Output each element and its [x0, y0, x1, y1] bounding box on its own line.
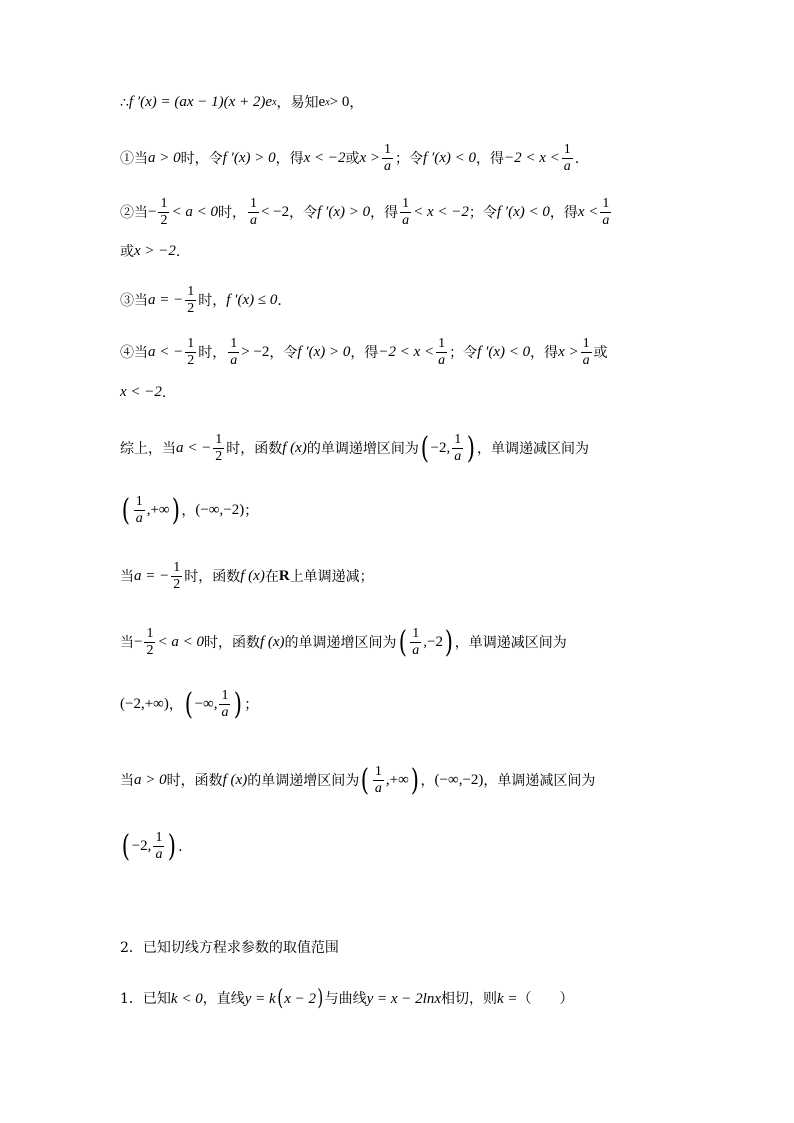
- real-numbers-symbol: R: [278, 568, 290, 584]
- math-expr: (−∞,−2): [434, 772, 484, 788]
- text: ，得: [549, 204, 578, 221]
- text: 时，: [198, 344, 227, 361]
- text: 时，: [198, 292, 227, 309]
- text: ，得: [476, 150, 504, 167]
- line-summary-4-cont: [120, 830, 183, 863]
- math-expr: < x < −2: [413, 204, 469, 220]
- denominator: a: [602, 213, 610, 228]
- text: ，令: [289, 204, 318, 221]
- left-paren: (: [276, 986, 283, 1011]
- line-case-2-cont: [120, 244, 180, 259]
- fraction: [373, 764, 384, 797]
- text: ，: [168, 696, 183, 713]
- text: ，单调递减区间为: [476, 440, 589, 457]
- text: ；: [244, 502, 259, 519]
- math-expr: a = −: [148, 292, 184, 308]
- line-case-1: [120, 142, 579, 175]
- fraction: [213, 432, 224, 465]
- text: ②当: [120, 204, 148, 221]
- text: 当: [120, 772, 134, 789]
- math-expr: (−∞,−2): [195, 502, 245, 518]
- text: 当: [120, 634, 134, 651]
- math-sup: x: [272, 96, 277, 108]
- numerator: 1: [160, 196, 168, 211]
- text: .: [175, 243, 181, 260]
- math-expr: x < −2: [303, 150, 346, 166]
- fraction: [185, 284, 196, 317]
- section-heading: [120, 941, 339, 955]
- line-summary-3: [120, 626, 567, 659]
- text: ，: [349, 94, 364, 111]
- text: 综上，当: [120, 440, 176, 457]
- numerator: 1: [146, 626, 154, 641]
- math-expr: x − 2: [284, 990, 317, 1007]
- right-paren: ): [467, 430, 476, 466]
- denominator: 2: [215, 449, 223, 464]
- math-expr: y = x − 2lnx: [366, 990, 441, 1007]
- denominator: 2: [187, 301, 195, 316]
- math-expr: −∞,: [194, 696, 218, 712]
- text: 1．已知: [120, 991, 171, 1007]
- line-case-4: [120, 336, 608, 369]
- right-paren: ): [317, 986, 324, 1011]
- math-expr: f (x): [222, 772, 248, 788]
- text: ，得: [350, 344, 379, 361]
- denominator: a: [221, 705, 229, 720]
- math-expr: x <: [577, 204, 599, 220]
- denominator: 2: [173, 577, 181, 592]
- right-paren: ): [171, 492, 180, 528]
- line-summary-2: [120, 560, 374, 593]
- fraction: [562, 142, 573, 175]
- numerator: 1: [582, 336, 590, 351]
- text: ；令: [395, 150, 424, 167]
- math-expr: < a < 0: [157, 634, 204, 650]
- fraction: [171, 560, 182, 593]
- denominator: a: [135, 511, 143, 526]
- fraction: [436, 336, 447, 369]
- math-expr: f ′(x) < 0: [423, 150, 476, 166]
- denominator: a: [438, 353, 446, 368]
- text: 相切，则: [441, 991, 497, 1007]
- numerator: 1: [563, 142, 571, 157]
- line-summary-4: [120, 764, 595, 797]
- text: 的单调递增区间为: [306, 440, 419, 457]
- denominator: a: [155, 847, 163, 862]
- math-expr: a < −: [176, 440, 212, 456]
- text: 时，函数: [166, 772, 223, 789]
- therefore-symbol: ∴: [120, 94, 129, 111]
- math-expr: f ′(x) ≤ 0: [226, 292, 278, 308]
- math-expr: k < 0: [170, 990, 203, 1007]
- right-paren: ): [234, 686, 243, 722]
- line-summary-3-cont: [120, 688, 258, 721]
- math-expr: f ′(x) = (ax − 1)(x + 2)e: [128, 94, 273, 110]
- text: 时，令: [180, 150, 223, 167]
- math-expr: f ′(x) > 0: [317, 204, 371, 220]
- line-derivative: [120, 95, 363, 110]
- fraction: [134, 494, 145, 527]
- text: ③当: [120, 292, 148, 309]
- math-expr: a > 0: [148, 150, 181, 166]
- numerator: 1: [249, 196, 257, 211]
- denominator: a: [249, 213, 257, 228]
- left-paren: (: [420, 430, 429, 466]
- numerator: 1: [155, 830, 163, 845]
- numerator: 1: [215, 432, 223, 447]
- denominator: a: [374, 781, 382, 796]
- line-summary-1-cont: [120, 494, 258, 527]
- fraction: [228, 336, 239, 369]
- text: ，得: [370, 204, 399, 221]
- text: ，: [420, 772, 435, 789]
- fraction: [382, 142, 393, 175]
- math-expr: a < −: [148, 344, 184, 360]
- right-paren: ): [444, 624, 453, 660]
- answer-blank: （ ）: [517, 991, 574, 1007]
- math-expr: < −2: [260, 204, 290, 220]
- left-paren: (: [360, 762, 370, 798]
- math-expr: f (x): [282, 440, 307, 456]
- numerator: 1: [221, 688, 229, 703]
- math-expr: f ′(x) > 0: [222, 150, 276, 166]
- left-paren: (: [398, 624, 407, 660]
- fraction: [248, 196, 259, 229]
- numerator: 1: [602, 196, 610, 211]
- text: 或: [120, 243, 134, 260]
- math-expr: f (x): [259, 634, 285, 650]
- math-expr: f ′(x) < 0: [477, 344, 531, 360]
- heading-text: 2．已知切线方程求参数的取值范围: [120, 940, 339, 956]
- text: ，单调递减区间为: [454, 634, 567, 651]
- fraction: [600, 196, 611, 229]
- math-expr: y = k: [244, 990, 276, 1007]
- denominator: a: [563, 159, 571, 174]
- math-expr: −2,: [430, 440, 451, 456]
- right-paren: ): [168, 828, 177, 864]
- text: .: [574, 150, 580, 167]
- problem-1: [120, 988, 574, 1010]
- math-expr: k =: [497, 990, 518, 1007]
- math-expr: ,−2: [423, 634, 443, 650]
- math-sup: x: [325, 96, 330, 108]
- math-expr: x >: [359, 150, 381, 166]
- numerator: 1: [438, 336, 446, 351]
- denominator: a: [582, 353, 590, 368]
- right-paren: ): [410, 762, 419, 798]
- fraction: [144, 626, 155, 659]
- text: 时，函数: [203, 634, 260, 651]
- math-expr: ,+∞: [146, 502, 170, 518]
- numerator: 1: [230, 336, 238, 351]
- math-expr: (−2,+∞): [120, 696, 169, 712]
- fraction: [185, 336, 196, 369]
- text: ，得: [275, 150, 304, 167]
- text: 或: [593, 344, 608, 361]
- text: ①当: [120, 150, 148, 167]
- math-expr: > −2: [241, 344, 270, 360]
- text: ，直线: [202, 991, 245, 1007]
- denominator: a: [384, 159, 392, 174]
- left-paren: (: [121, 492, 130, 528]
- line-case-3: [120, 284, 282, 317]
- denominator: a: [230, 353, 238, 368]
- numerator: 1: [384, 142, 392, 157]
- numerator: 1: [187, 284, 195, 299]
- math-expr: a > 0: [134, 772, 167, 788]
- text: 上单调递减；: [289, 568, 374, 585]
- denominator: 2: [187, 353, 195, 368]
- math-expr: e: [318, 94, 326, 110]
- fraction: [452, 432, 463, 465]
- fraction: [581, 336, 592, 369]
- math-expr: f ′(x) < 0: [496, 204, 550, 220]
- fraction: [153, 830, 164, 863]
- denominator: a: [402, 213, 410, 228]
- left-paren: (: [184, 686, 193, 722]
- math-expr: > 0: [329, 94, 350, 110]
- fraction: [219, 688, 230, 721]
- text: ；: [244, 696, 259, 713]
- text: ，令: [269, 344, 298, 361]
- text: 时，函数: [226, 440, 283, 457]
- math-expr: −2,: [131, 838, 152, 854]
- numerator: 1: [454, 432, 462, 447]
- denominator: 2: [146, 643, 154, 658]
- text: 时，函数: [184, 568, 241, 585]
- math-expr: ,+∞: [385, 772, 409, 788]
- numerator: 1: [402, 196, 410, 211]
- fraction: [410, 626, 421, 659]
- text: .: [178, 838, 183, 855]
- text: ，得: [530, 344, 559, 361]
- text: 或: [345, 150, 360, 167]
- numerator: 1: [374, 764, 382, 779]
- line-case-4-cont: [120, 385, 166, 400]
- text: ；令: [449, 344, 478, 361]
- denominator: a: [454, 449, 462, 464]
- math-expr: f (x): [240, 568, 265, 584]
- text: ；令: [468, 204, 497, 221]
- line-case-2: [120, 196, 613, 229]
- left-paren: (: [121, 828, 130, 864]
- text: 与曲线: [324, 991, 367, 1007]
- math-expr: −2 < x <: [378, 344, 435, 360]
- math-expr: x < −2: [120, 384, 162, 400]
- text: ，单调递减区间为: [483, 772, 596, 789]
- text: ④当: [120, 344, 148, 361]
- numerator: 1: [173, 560, 181, 575]
- text: .: [277, 292, 282, 309]
- math-expr: −2 < x <: [504, 150, 560, 166]
- math-expr: x >: [558, 344, 579, 360]
- numerator: 1: [187, 336, 195, 351]
- fraction: [400, 196, 411, 229]
- text: 在: [264, 568, 279, 585]
- math-expr: x > −2: [134, 243, 176, 259]
- text: ，: [181, 502, 196, 519]
- numerator: 1: [412, 626, 420, 641]
- text: 时，: [217, 204, 246, 221]
- text: 的单调递增区间为: [284, 634, 397, 651]
- math-expr: −: [134, 634, 143, 650]
- denominator: a: [412, 643, 420, 658]
- math-expr: a = −: [134, 568, 170, 584]
- fraction: [158, 196, 169, 229]
- text: .: [161, 384, 167, 401]
- math-expr: f ′(x) > 0: [297, 344, 351, 360]
- denominator: 2: [160, 213, 168, 228]
- text: ，易知: [276, 94, 319, 111]
- math-expr: < a < 0: [171, 204, 218, 220]
- math-expr: −: [148, 204, 157, 220]
- numerator: 1: [135, 494, 143, 509]
- line-summary-1: [120, 432, 589, 465]
- text: 当: [120, 568, 134, 585]
- text: 的单调递增区间为: [247, 772, 360, 789]
